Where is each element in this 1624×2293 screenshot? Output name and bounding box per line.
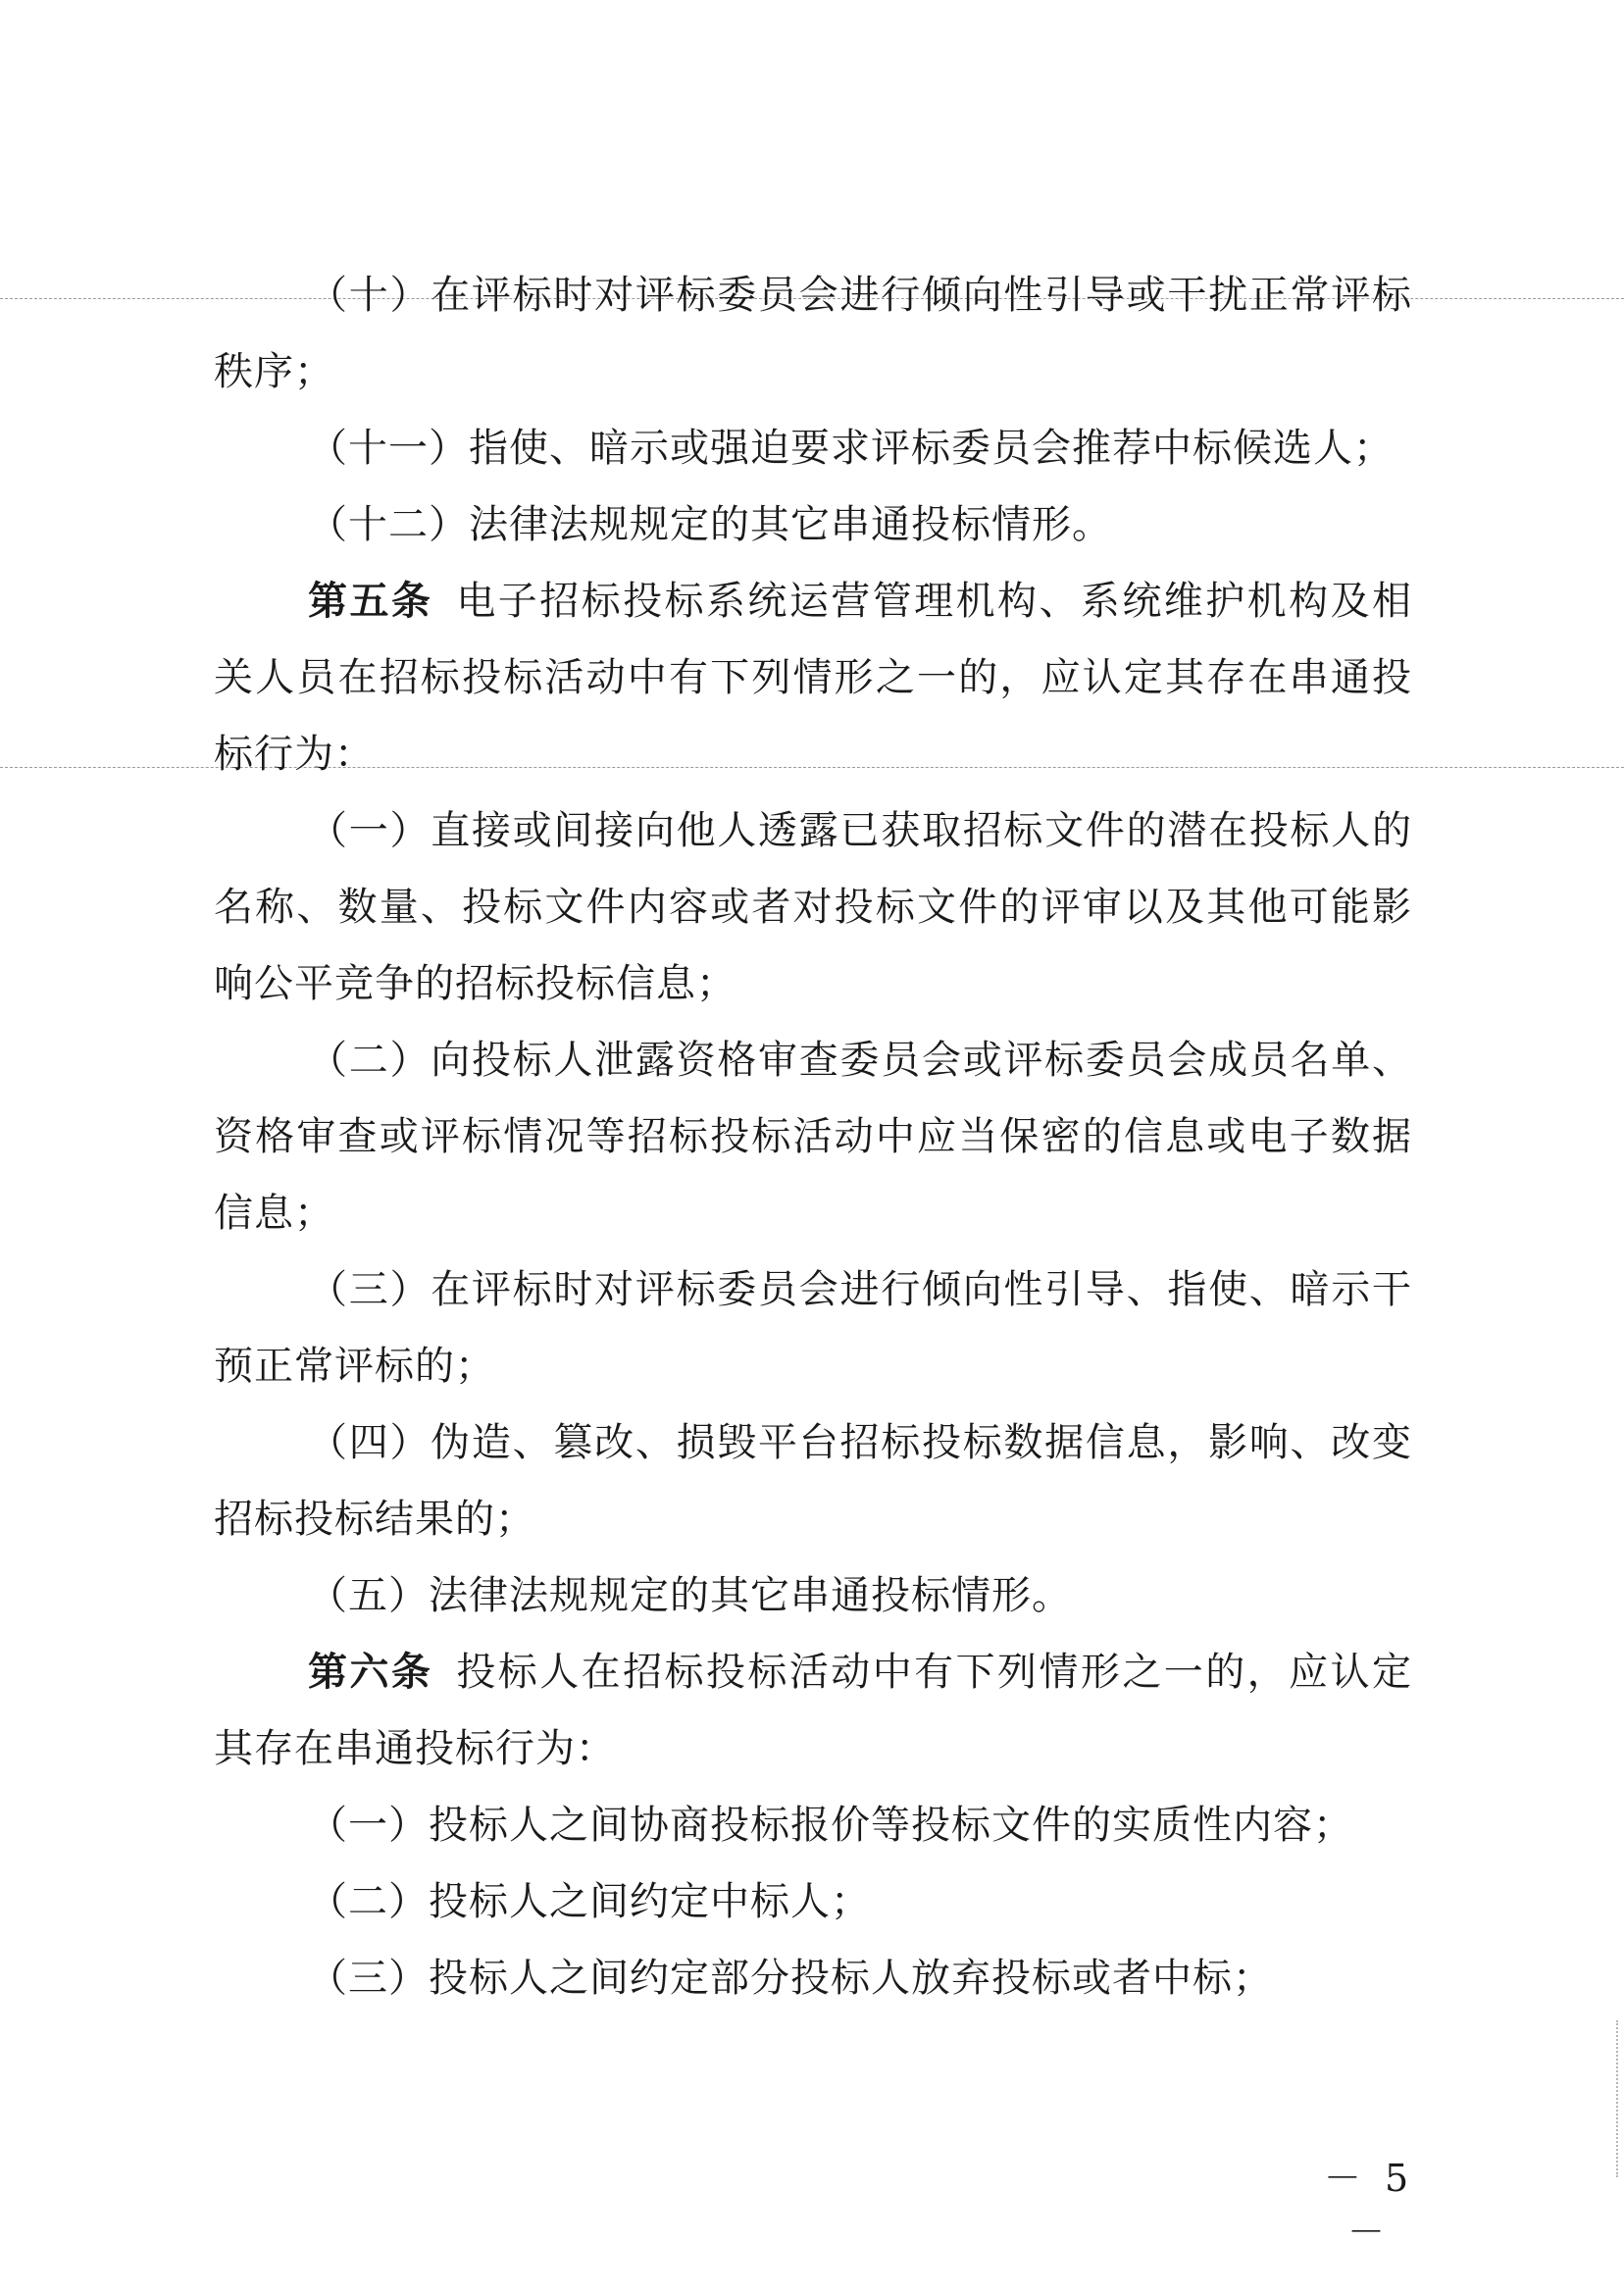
paragraph [214,410,1412,486]
paragraph-text: 电子招标投标系统运营管理机构、系统维护机构及相关人员在招标投标活动中有下列情形之一的，应认定其存在串通投标行为： [214,579,1413,777]
paragraph [214,1404,1412,1557]
paragraph [214,1634,1412,1787]
paragraph [214,1557,1412,1634]
paragraph-text: （十）在评标时对评标委员会进行倾向性引导或干扰正常评标秩序； [214,273,1412,394]
paragraph [214,563,1412,792]
scan-edge-dots [1616,2020,1618,2177]
paragraph [214,1940,1412,2016]
paragraph-text: （一）投标人之间协商投标报价等投标文件的实质性内容； [308,1803,1353,1848]
paragraph [214,257,1412,410]
paragraph [214,1787,1412,1863]
paragraph-text: （二）投标人之间约定中标人； [308,1879,871,1924]
paragraph-text: （十一）指使、暗示或强迫要求评标委员会推荐中标候选人； [308,426,1394,471]
article-label: 第六条 [308,1650,433,1695]
paragraph-text: 投标人在招标投标活动中有下列情形之一的，应认定其存在串通投标行为： [214,1650,1413,1771]
paragraph-text: （一）直接或间接向他人透露已获取招标文件的潜在投标人的名称、数量、投标文件内容或者对投标文件的评审以及其他可能影响公平竞争的招标投标信息； [214,808,1412,1006]
paragraph [214,1251,1412,1404]
paragraph [214,1863,1412,1940]
paragraph [214,1022,1412,1251]
paragraph [214,486,1412,563]
paragraph-text: （五）法律法规规定的其它串通投标情形。 [308,1573,1072,1618]
paragraph [214,792,1412,1022]
paragraph-text: （十二）法律法规规定的其它串通投标情形。 [308,502,1112,547]
document-body [214,257,1412,2016]
article-label: 第五条 [308,579,433,624]
paragraph-text: （四）伪造、篡改、损毁平台招标投标数据信息，影响、改变招标投标结果的； [214,1420,1412,1542]
paragraph-text: （三）投标人之间约定部分投标人放弃投标或者中标； [308,1956,1273,2001]
paragraph-text: （二）向投标人泄露资格审查委员会或评标委员会成员名单、资格审查或评标情况等招标投标活动中应当保密的信息或电子数据信息； [214,1038,1412,1236]
paragraph-text: （三）在评标时对评标委员会进行倾向性引导、指使、暗示干预正常评标的； [214,1267,1412,1389]
page-number: － 5 － [1323,2157,1415,2254]
